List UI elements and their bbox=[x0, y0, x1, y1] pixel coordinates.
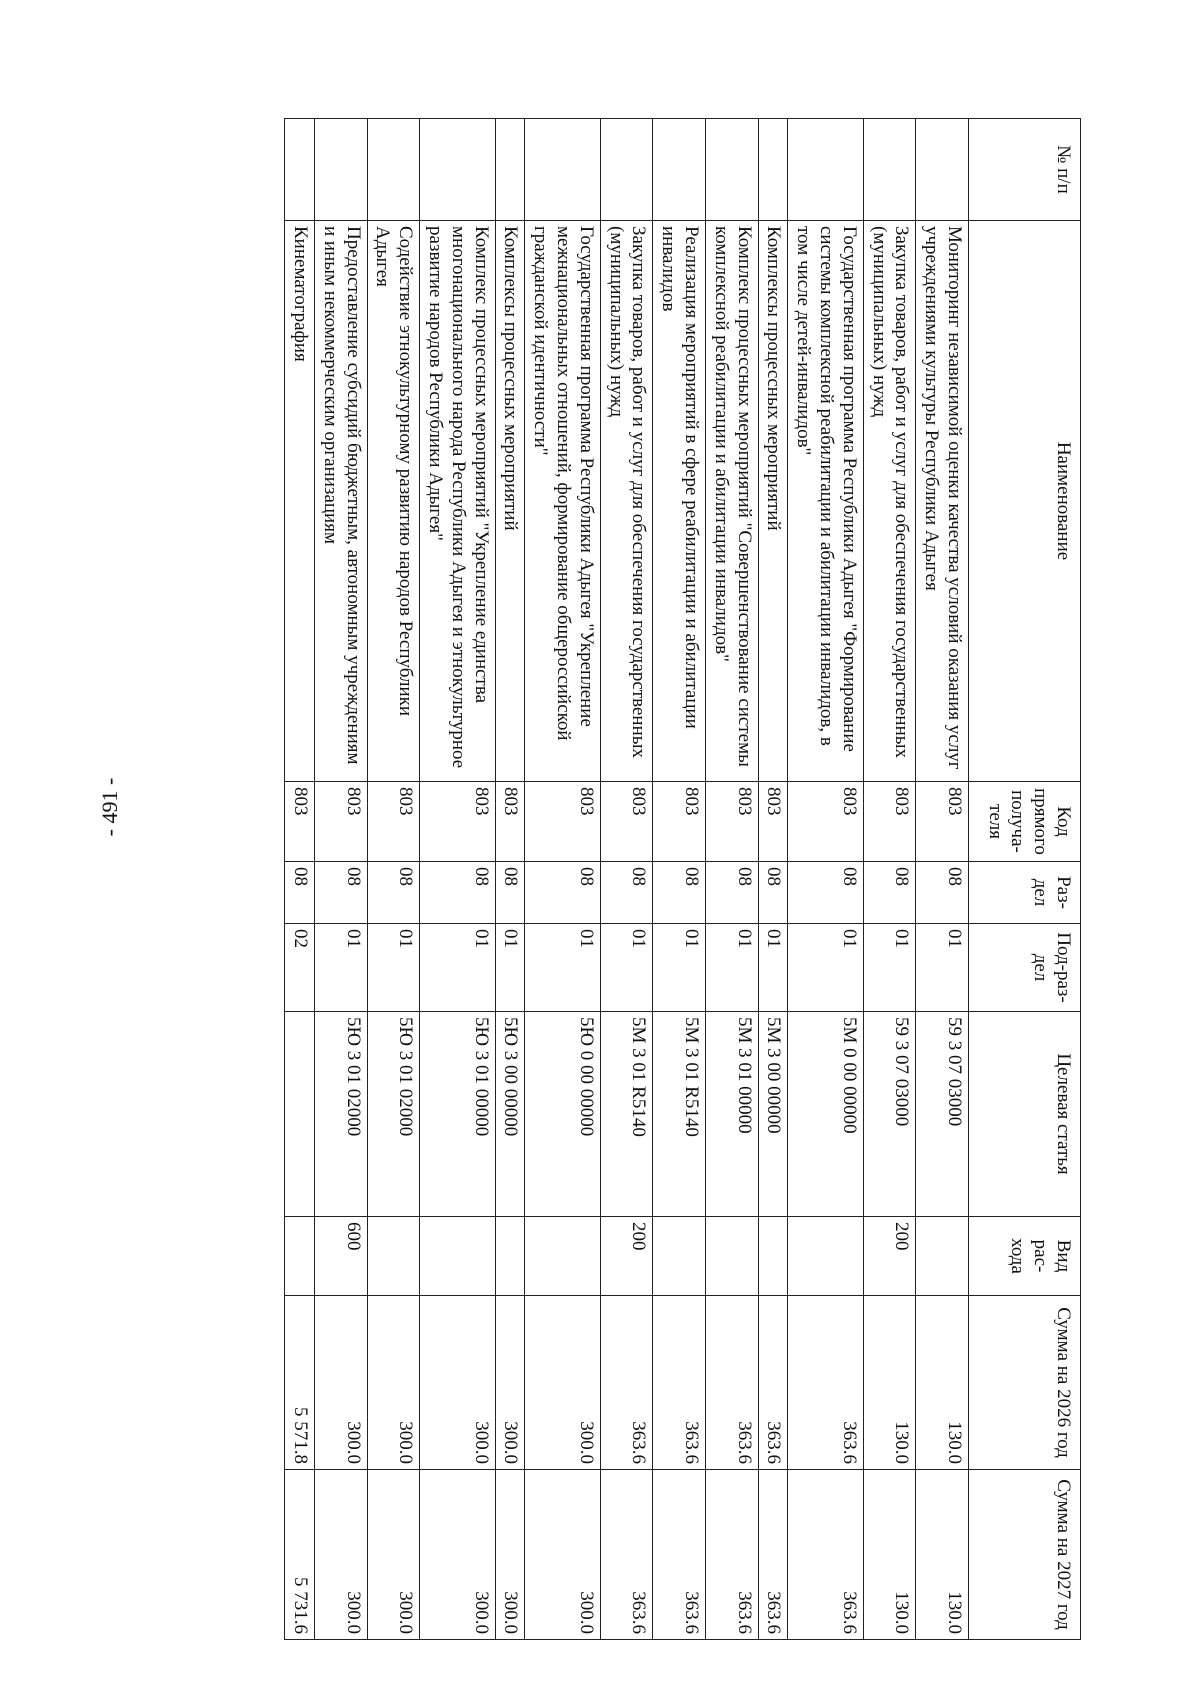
row-subsection-cell: 02 bbox=[285, 924, 315, 1012]
row-name-cell: Кинематография bbox=[285, 221, 315, 782]
row-receiver-cell: 803 bbox=[863, 782, 916, 862]
header-sum-2027: Сумма на 2027 год bbox=[969, 1470, 1081, 1640]
row-sum-2027-cell: 300.0 bbox=[315, 1470, 368, 1640]
row-name-cell: Комплекс процессных мероприятий "Совершенствование системы комплексной реабилитации и абилитации инвалидов" bbox=[706, 221, 759, 782]
row-no-cell bbox=[653, 119, 706, 221]
row-receiver-cell: 803 bbox=[315, 782, 368, 862]
rotated-table-container bbox=[114, 118, 1081, 1639]
table-row bbox=[788, 119, 863, 1640]
row-no-cell bbox=[525, 119, 600, 221]
header-section: Раз-дел bbox=[969, 862, 1081, 924]
row-sum-2027-cell: 5 731.6 bbox=[285, 1470, 315, 1640]
row-target-cell: 5М 0 00 00000 bbox=[788, 1012, 863, 1217]
row-target-cell: 5М 3 01 00000 bbox=[706, 1012, 759, 1217]
row-no-cell bbox=[758, 119, 788, 221]
row-subsection-cell: 01 bbox=[600, 924, 653, 1012]
row-sum-2026-cell: 300.0 bbox=[315, 1296, 368, 1470]
row-expense-type-cell bbox=[706, 1217, 759, 1296]
row-section-cell: 08 bbox=[706, 862, 759, 924]
row-section-cell: 08 bbox=[916, 862, 969, 924]
row-sum-2027-cell: 300.0 bbox=[420, 1470, 495, 1640]
row-sum-2027-cell: 363.6 bbox=[600, 1470, 653, 1640]
row-sum-2026-cell: 300.0 bbox=[525, 1296, 600, 1470]
row-receiver-cell: 803 bbox=[653, 782, 706, 862]
row-receiver-cell: 803 bbox=[420, 782, 495, 862]
row-name-cell: Предоставление субсидий бюджетным, автономным учреждениям и иным некоммерческим организациям bbox=[315, 221, 368, 782]
row-target-cell: 5М 3 01 R5140 bbox=[653, 1012, 706, 1217]
table-row bbox=[600, 119, 653, 1640]
row-sum-2027-cell: 363.6 bbox=[706, 1470, 759, 1640]
row-subsection-cell: 01 bbox=[916, 924, 969, 1012]
row-sum-2026-cell: 363.6 bbox=[706, 1296, 759, 1470]
page-number: - 491 - bbox=[97, 777, 122, 837]
row-subsection-cell: 01 bbox=[706, 924, 759, 1012]
row-sum-2027-cell: 300.0 bbox=[367, 1470, 420, 1640]
row-receiver-cell: 803 bbox=[495, 782, 525, 862]
row-no-cell bbox=[367, 119, 420, 221]
row-target-cell bbox=[285, 1012, 315, 1217]
row-sum-2026-cell: 5 571.8 bbox=[285, 1296, 315, 1470]
budget-table bbox=[284, 118, 1081, 1640]
header-target: Целевая статья bbox=[969, 1012, 1081, 1217]
row-target-cell: 5М 3 00 00000 bbox=[758, 1012, 788, 1217]
row-receiver-cell: 803 bbox=[367, 782, 420, 862]
row-subsection-cell: 01 bbox=[788, 924, 863, 1012]
row-expense-type-cell: 200 bbox=[863, 1217, 916, 1296]
row-expense-type-cell bbox=[495, 1217, 525, 1296]
row-sum-2026-cell: 130.0 bbox=[863, 1296, 916, 1470]
row-sum-2026-cell: 300.0 bbox=[420, 1296, 495, 1470]
row-name-cell: Содействие этнокультурному развитию народов Республики Адыгея bbox=[367, 221, 420, 782]
row-section-cell: 08 bbox=[863, 862, 916, 924]
row-subsection-cell: 01 bbox=[525, 924, 600, 1012]
row-expense-type-cell bbox=[916, 1217, 969, 1296]
row-receiver-cell: 803 bbox=[525, 782, 600, 862]
row-sum-2026-cell: 363.6 bbox=[653, 1296, 706, 1470]
row-expense-type-cell bbox=[525, 1217, 600, 1296]
row-subsection-cell: 01 bbox=[367, 924, 420, 1012]
row-section-cell: 08 bbox=[600, 862, 653, 924]
row-receiver-cell: 803 bbox=[285, 782, 315, 862]
table-row bbox=[315, 119, 368, 1640]
row-sum-2027-cell: 363.6 bbox=[653, 1470, 706, 1640]
row-target-cell: 5Ю 3 00 00000 bbox=[495, 1012, 525, 1217]
row-no-cell bbox=[285, 119, 315, 221]
row-subsection-cell: 01 bbox=[758, 924, 788, 1012]
header-no: № п/п bbox=[969, 119, 1081, 221]
row-section-cell: 08 bbox=[315, 862, 368, 924]
table-row bbox=[525, 119, 600, 1640]
row-name-cell: Государственная программа Республики Адыгея "Формирование системы комплексной реабилитации и абилитации инвалидов, в том числе детей-инвалидов" bbox=[788, 221, 863, 782]
row-no-cell bbox=[863, 119, 916, 221]
row-subsection-cell: 01 bbox=[863, 924, 916, 1012]
row-expense-type-cell bbox=[285, 1217, 315, 1296]
row-name-cell: Комплексы процессных мероприятий bbox=[495, 221, 525, 782]
row-subsection-cell: 01 bbox=[653, 924, 706, 1012]
row-section-cell: 08 bbox=[758, 862, 788, 924]
row-expense-type-cell: 600 bbox=[315, 1217, 368, 1296]
table-row bbox=[495, 119, 525, 1640]
row-sum-2027-cell: 300.0 bbox=[525, 1470, 600, 1640]
table-row bbox=[367, 119, 420, 1640]
row-name-cell: Мониторинг независимой оценки качества условий оказания услуг учреждениями культуры Республики Адыгея bbox=[916, 221, 969, 782]
header-name: Наименование bbox=[969, 221, 1081, 782]
row-expense-type-cell bbox=[653, 1217, 706, 1296]
row-sum-2026-cell: 363.6 bbox=[758, 1296, 788, 1470]
row-no-cell bbox=[315, 119, 368, 221]
row-no-cell bbox=[706, 119, 759, 221]
row-no-cell bbox=[916, 119, 969, 221]
row-target-cell: 5М 3 01 R5140 bbox=[600, 1012, 653, 1217]
row-expense-type-cell bbox=[420, 1217, 495, 1296]
row-target-cell: 5Ю 3 01 00000 bbox=[420, 1012, 495, 1217]
table-row bbox=[706, 119, 759, 1640]
row-target-cell: 59 3 07 03000 bbox=[916, 1012, 969, 1217]
row-expense-type-cell bbox=[367, 1217, 420, 1296]
row-sum-2027-cell: 130.0 bbox=[916, 1470, 969, 1640]
row-receiver-cell: 803 bbox=[788, 782, 863, 862]
header-expense-type: Вид рас-хода bbox=[969, 1217, 1081, 1296]
row-subsection-cell: 01 bbox=[495, 924, 525, 1012]
table-row bbox=[863, 119, 916, 1640]
row-receiver-cell: 803 bbox=[600, 782, 653, 862]
row-section-cell: 08 bbox=[420, 862, 495, 924]
row-receiver-cell: 803 bbox=[916, 782, 969, 862]
row-expense-type-cell: 200 bbox=[600, 1217, 653, 1296]
row-receiver-cell: 803 bbox=[758, 782, 788, 862]
row-target-cell: 5Ю 0 00 00000 bbox=[525, 1012, 600, 1217]
row-no-cell bbox=[495, 119, 525, 221]
header-subsection: Под-раз-дел bbox=[969, 924, 1081, 1012]
row-target-cell: 59 3 07 03000 bbox=[863, 1012, 916, 1217]
row-name-cell: Комплекс процессных мероприятий "Укрепление единства многонационального народа Республики Адыгея и этнокультурное развитие народов Республики Адыгея" bbox=[420, 221, 495, 782]
row-subsection-cell: 01 bbox=[420, 924, 495, 1012]
header-sum-2026: Сумма на 2026 год bbox=[969, 1296, 1081, 1470]
table-row bbox=[916, 119, 969, 1640]
row-name-cell: Закупка товаров, работ и услуг для обеспечения государственных (муниципальных) нужд bbox=[863, 221, 916, 782]
row-no-cell bbox=[600, 119, 653, 221]
row-section-cell: 08 bbox=[367, 862, 420, 924]
row-no-cell bbox=[788, 119, 863, 221]
row-sum-2027-cell: 300.0 bbox=[495, 1470, 525, 1640]
row-expense-type-cell bbox=[788, 1217, 863, 1296]
row-subsection-cell: 01 bbox=[315, 924, 368, 1012]
row-sum-2027-cell: 363.6 bbox=[758, 1470, 788, 1640]
row-target-cell: 5Ю 3 01 02000 bbox=[315, 1012, 368, 1217]
row-name-cell: Закупка товаров, работ и услуг для обеспечения государственных (муниципальных) нужд bbox=[600, 221, 653, 782]
table-row bbox=[420, 119, 495, 1640]
row-section-cell: 08 bbox=[653, 862, 706, 924]
row-section-cell: 08 bbox=[525, 862, 600, 924]
row-sum-2027-cell: 363.6 bbox=[788, 1470, 863, 1640]
header-receiver: Код прямого получа-теля bbox=[969, 782, 1081, 862]
row-sum-2026-cell: 363.6 bbox=[600, 1296, 653, 1470]
row-name-cell: Реализация мероприятий в сфере реабилитации и абилитации инвалидов bbox=[653, 221, 706, 782]
row-target-cell: 5Ю 3 01 02000 bbox=[367, 1012, 420, 1217]
row-name-cell: Комплексы процессных мероприятий bbox=[758, 221, 788, 782]
row-section-cell: 08 bbox=[495, 862, 525, 924]
row-no-cell bbox=[420, 119, 495, 221]
row-sum-2026-cell: 300.0 bbox=[495, 1296, 525, 1470]
row-sum-2026-cell: 130.0 bbox=[916, 1296, 969, 1470]
row-expense-type-cell bbox=[758, 1217, 788, 1296]
table-row bbox=[758, 119, 788, 1640]
row-sum-2026-cell: 300.0 bbox=[367, 1296, 420, 1470]
row-sum-2026-cell: 363.6 bbox=[788, 1296, 863, 1470]
row-name-cell: Государственная программа Республики Адыгея "Укрепление межнациональных отношений, формирование общероссийской гражданской идентичности" bbox=[525, 221, 600, 782]
header-row bbox=[969, 119, 1081, 1640]
row-receiver-cell: 803 bbox=[706, 782, 759, 862]
row-section-cell: 08 bbox=[285, 862, 315, 924]
row-section-cell: 08 bbox=[788, 862, 863, 924]
row-sum-2027-cell: 130.0 bbox=[863, 1470, 916, 1640]
table-row bbox=[285, 119, 315, 1640]
table-row bbox=[653, 119, 706, 1640]
